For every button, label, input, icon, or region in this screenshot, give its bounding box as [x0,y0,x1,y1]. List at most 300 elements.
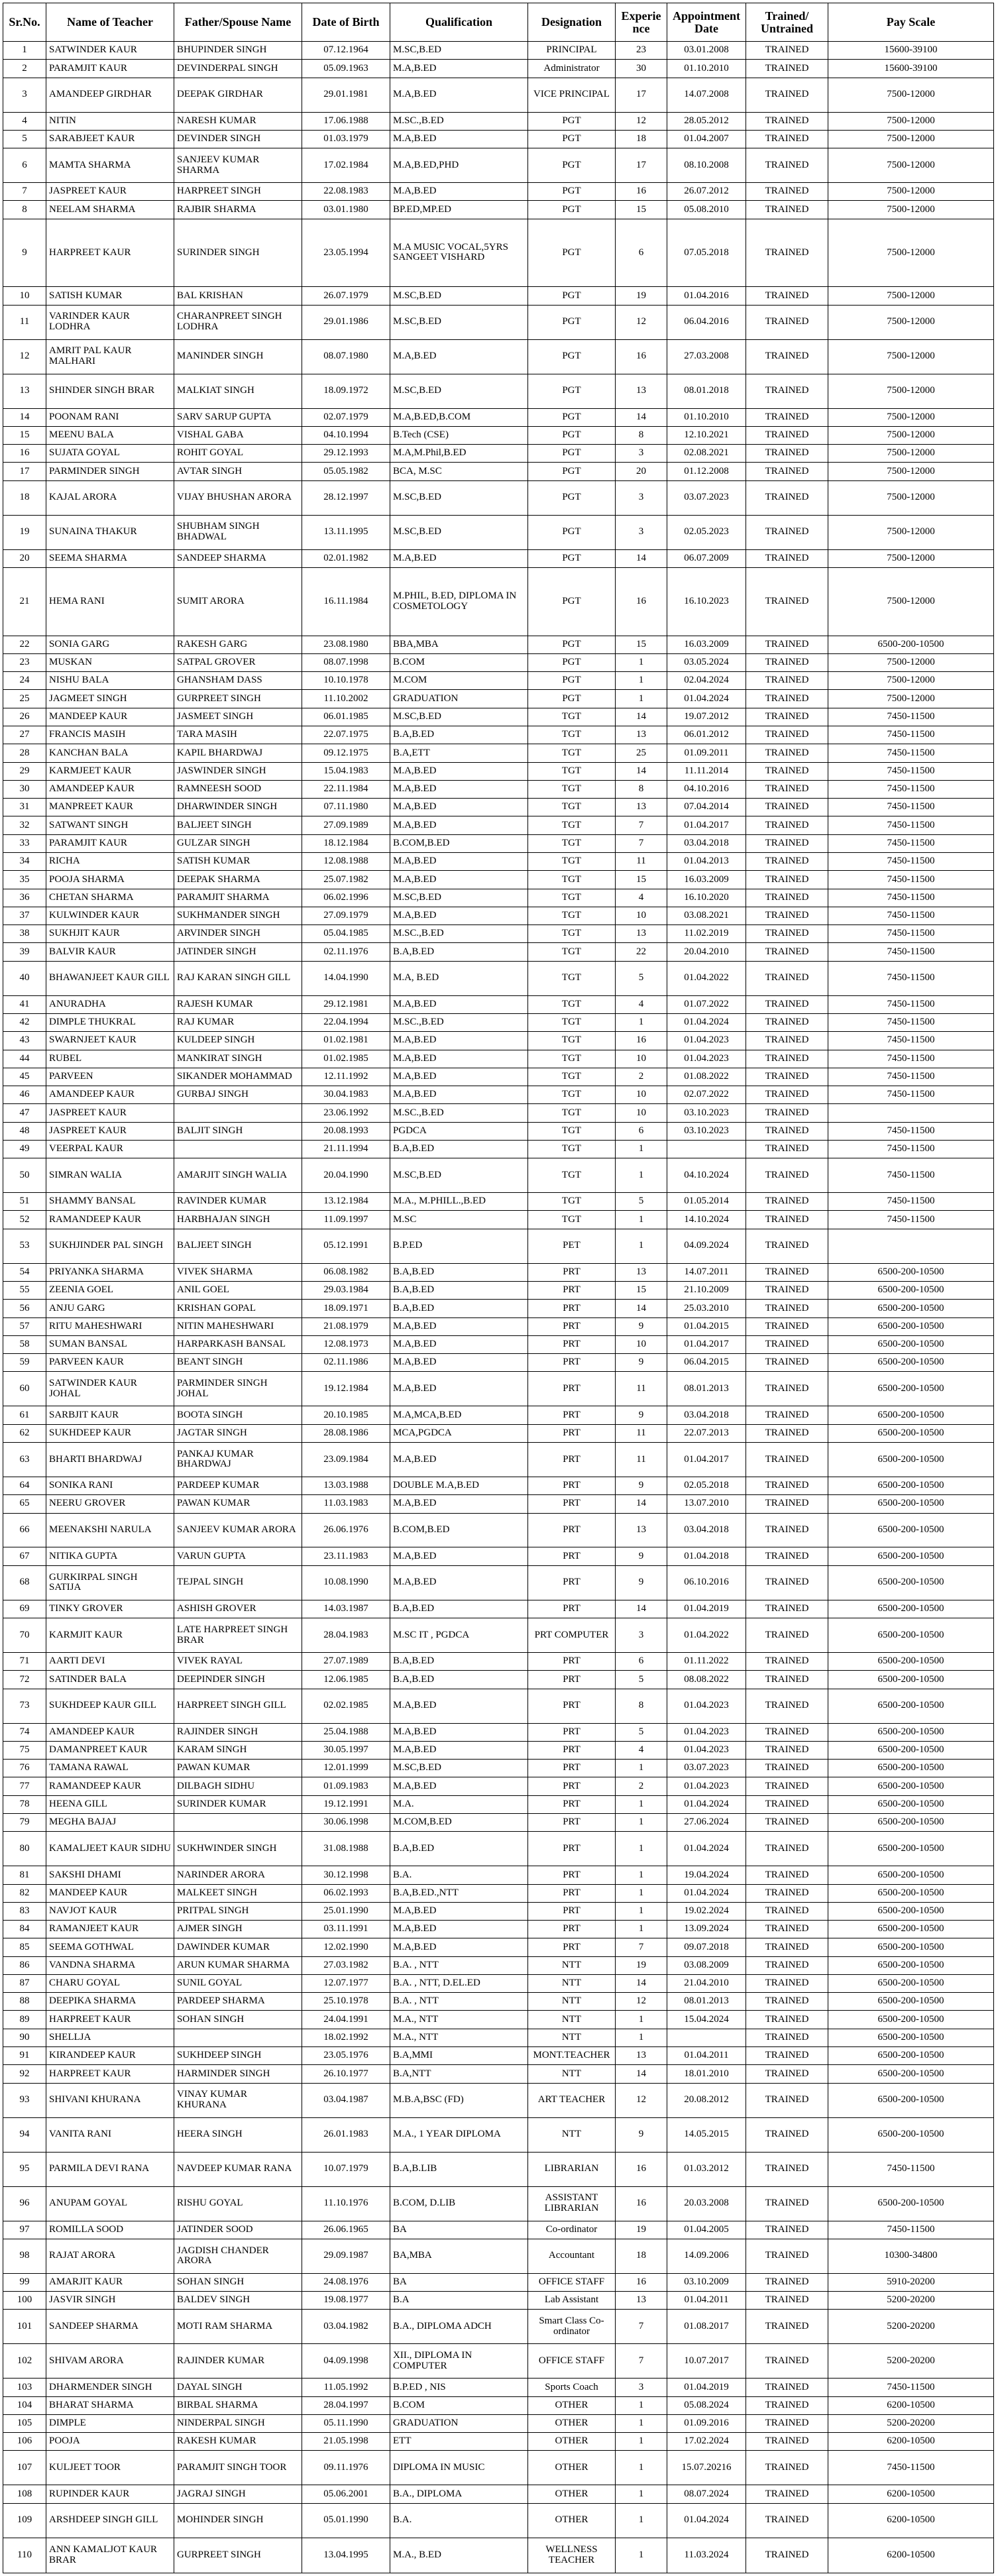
sr-no-cell: 27 [3,726,46,744]
qualification-cell: M.SC IT , PGDCA [390,1618,528,1653]
trained-status-cell: TRAINED [746,130,828,148]
pay-scale-cell: 6500-200-10500 [828,1354,994,1372]
sr-no-cell: 82 [3,1884,46,1902]
pay-scale-cell: 6500-200-10500 [828,1300,994,1317]
teacher-name-cell: VANDNA SHARMA [46,1956,174,1974]
teacher-name-cell: KARMJEET KAUR [46,762,174,780]
teacher-name-cell: MEGHA BAJAJ [46,1813,174,1831]
sr-no-cell: 93 [3,2083,46,2117]
table-row [3,1372,994,1406]
experience-cell: 5 [616,1193,667,1211]
experience-cell: 3 [616,1618,667,1653]
dob-cell: 05.05.1982 [302,463,390,480]
teacher-name-cell: KULJEET TOOR [46,2451,174,2485]
father-spouse-name-cell [174,2029,302,2046]
pay-scale-cell: 7450-11500 [828,1068,994,1086]
table-row [3,762,994,780]
sr-no-cell: 55 [3,1282,46,1300]
appointment-date-cell: 01.04.2016 [667,287,746,305]
qualification-cell: M.A. [390,1795,528,1813]
experience-cell: 1 [616,2503,667,2538]
trained-status-cell: TRAINED [746,1406,828,1424]
teacher-name-cell: SONIA GARG [46,636,174,653]
trained-status-cell: TRAINED [746,42,828,60]
table-row [3,1513,994,1547]
experience-cell: 11 [616,1372,667,1406]
appointment-date-cell: 01.04.2022 [667,961,746,995]
father-spouse-name-cell: ANIL GOEL [174,1282,302,1300]
table-row [3,2117,994,2152]
dob-cell: 26.01.1983 [302,2117,390,2152]
experience-cell: 30 [616,60,667,78]
trained-status-cell: TRAINED [746,2011,828,2029]
dob-cell: 30.04.1983 [302,1086,390,1104]
pay-scale-cell: 7500-12000 [828,219,994,287]
table-row [3,726,994,744]
appointment-date-cell: 20.03.2008 [667,2186,746,2221]
designation-cell: PRT COMPUTER [528,1618,616,1653]
table-row [3,2379,994,2396]
table-row [3,374,994,408]
dob-cell: 21.08.1979 [302,1317,390,1335]
father-spouse-name-cell: SUKHWINDER SINGH [174,1832,302,1866]
teacher-name-cell: JASPREET KAUR [46,1104,174,1122]
qualification-cell: B.A,NTT [390,2065,528,2083]
father-spouse-name-cell: BALJEET SINGH [174,816,302,834]
appointment-date-cell: 11.03.2024 [667,2538,746,2573]
appointment-date-cell: 06.01.2012 [667,726,746,744]
trained-status-cell: TRAINED [746,834,828,852]
table-row [3,907,994,924]
teacher-name-cell: TINKY GROVER [46,1600,174,1618]
designation-cell: TGT [528,799,616,816]
table-row [3,1424,994,1442]
dob-cell: 28.04.1997 [302,2396,390,2414]
col-header-date-of-birth: Date of Birth [302,3,390,42]
teacher-name-cell: ARSHDEEP SINGH GILL [46,2503,174,2538]
designation-cell: PGT [528,408,616,426]
qualification-cell: M.PHIL, B.ED, DIPLOMA IN COSMETOLOGY [390,567,528,636]
qualification-cell: M.A,B.ED [390,816,528,834]
appointment-date-cell: 03.10.2023 [667,1122,746,1140]
table-row [3,305,994,339]
pay-scale-cell: 7500-12000 [828,567,994,636]
trained-status-cell: TRAINED [746,672,828,690]
teacher-name-cell: AMARJIT KAUR [46,2273,174,2291]
father-spouse-name-cell: NARESH KUMAR [174,112,302,130]
qualification-cell: M.A., 1 YEAR DIPLOMA [390,2117,528,2152]
experience-cell: 7 [616,834,667,852]
teacher-name-cell: MEENU BALA [46,426,174,444]
sr-no-cell: 61 [3,1406,46,1424]
appointment-date-cell: 04.09.2024 [667,1229,746,1263]
dob-cell: 23.11.1983 [302,1547,390,1565]
trained-status-cell: TRAINED [746,1424,828,1442]
father-spouse-name-cell: DEEPAK GIRDHAR [174,78,302,112]
teacher-name-cell: SUNAINA THAKUR [46,515,174,549]
sr-no-cell: 85 [3,1938,46,1956]
sr-no-cell: 62 [3,1424,46,1442]
qualification-cell: B.A,B.ED [390,943,528,961]
experience-cell: 1 [616,1013,667,1031]
designation-cell: TGT [528,889,616,907]
sr-no-cell: 67 [3,1547,46,1565]
sr-no-cell: 110 [3,2538,46,2573]
appointment-date-cell: 16.03.2009 [667,871,746,889]
table-row [3,130,994,148]
table-row [3,2344,994,2379]
pay-scale-cell: 6500-200-10500 [828,1600,994,1618]
experience-cell: 14 [616,1495,667,1513]
trained-status-cell: TRAINED [746,1354,828,1372]
table-row [3,1956,994,1974]
pay-scale-cell: 6500-200-10500 [828,1263,994,1281]
trained-status-cell: TRAINED [746,889,828,907]
experience-cell: 4 [616,995,667,1013]
pay-scale-cell: 7450-11500 [828,1032,994,1050]
experience-cell: 7 [616,2310,667,2344]
dob-cell: 13.11.1995 [302,515,390,549]
trained-status-cell: TRAINED [746,1068,828,1086]
trained-status-cell: TRAINED [746,1813,828,1831]
trained-status-cell: TRAINED [746,2379,828,2396]
designation-cell: PRT [528,1477,616,1494]
designation-cell: TGT [528,943,616,961]
appointment-date-cell: 08.01.2013 [667,1372,746,1406]
designation-cell: PGT [528,219,616,287]
qualification-cell: GRADUATION [390,2414,528,2432]
appointment-date-cell: 01.07.2022 [667,995,746,1013]
qualification-cell: B.A,B.ED [390,1600,528,1618]
teacher-name-cell: SUJATA GOYAL [46,445,174,463]
qualification-cell: ETT [390,2433,528,2451]
teacher-name-cell: HARPREET KAUR [46,219,174,287]
experience-cell: 14 [616,708,667,726]
dob-cell: 17.02.1984 [302,148,390,183]
father-spouse-name-cell: MOTI RAM SHARMA [174,2310,302,2344]
father-spouse-name-cell: SOHAN SINGH [174,2273,302,2291]
appointment-date-cell: 14.05.2015 [667,2117,746,2152]
experience-cell: 11 [616,1424,667,1442]
teacher-name-cell: NEELAM SHARMA [46,201,174,219]
experience-cell: 11 [616,1442,667,1477]
qualification-cell: M.A,B.ED [390,1372,528,1406]
sr-no-cell: 59 [3,1354,46,1372]
trained-status-cell: TRAINED [746,112,828,130]
appointment-date-cell: 01.04.2007 [667,130,746,148]
experience-cell: 13 [616,925,667,943]
qualification-cell: M.A,B.ED [390,60,528,78]
designation-cell: TGT [528,1122,616,1140]
qualification-cell: B.A,B.ED [390,1140,528,1158]
pay-scale-cell: 6500-200-10500 [828,1813,994,1831]
teacher-name-cell: PARAMJIT KAUR [46,60,174,78]
dob-cell: 26.06.1976 [302,1513,390,1547]
trained-status-cell: TRAINED [746,1495,828,1513]
experience-cell: 19 [616,287,667,305]
experience-cell: 7 [616,816,667,834]
trained-status-cell: TRAINED [746,2117,828,2152]
qualification-cell: M.SC,B.ED [390,708,528,726]
table-row [3,871,994,889]
dob-cell: 12.02.1990 [302,1938,390,1956]
designation-cell: NTT [528,1974,616,1992]
dob-cell: 23.08.1980 [302,636,390,653]
dob-cell: 20.04.1990 [302,1158,390,1193]
qualification-cell: B.COM [390,2396,528,2414]
experience-cell: 13 [616,2292,667,2310]
teacher-name-cell: SATWINDER KAUR JOHAL [46,1372,174,1406]
sr-no-cell: 90 [3,2029,46,2046]
designation-cell: OTHER [528,2396,616,2414]
appointment-date-cell: 13.07.2010 [667,1495,746,1513]
designation-cell: PRT [528,1442,616,1477]
designation-cell: OFFICE STAFF [528,2344,616,2379]
pay-scale-cell: 7500-12000 [828,549,994,567]
designation-cell: Lab Assistant [528,2292,616,2310]
father-spouse-name-cell: BIRBAL SHARMA [174,2396,302,2414]
father-spouse-name-cell: MANINDER SINGH [174,339,302,374]
sr-no-cell: 13 [3,374,46,408]
sr-no-cell: 105 [3,2414,46,2432]
sr-no-cell: 18 [3,480,46,515]
appointment-date-cell: 01.04.2023 [667,1741,746,1759]
qualification-cell: M.A,B.ED [390,799,528,816]
appointment-date-cell: 01.04.2024 [667,1884,746,1902]
table-row [3,445,994,463]
table-row [3,201,994,219]
qualification-cell: M.SC,B.ED [390,1760,528,1777]
teacher-name-cell: SANDEEP SHARMA [46,2310,174,2344]
dob-cell: 10.07.1979 [302,2152,390,2186]
qualification-cell: B.Tech (CSE) [390,426,528,444]
father-spouse-name-cell: SHUBHAM SINGH BHADWAL [174,515,302,549]
trained-status-cell: TRAINED [746,1050,828,1068]
father-spouse-name-cell: KRISHAN GOPAL [174,1300,302,1317]
designation-cell: TGT [528,1050,616,1068]
teacher-name-cell: AMANDEEP KAUR [46,780,174,798]
dob-cell: 12.08.1973 [302,1335,390,1353]
teacher-name-cell: KIRANDEEP KAUR [46,2047,174,2065]
trained-status-cell: TRAINED [746,445,828,463]
col-header-appointment-date: Appointment Date [667,3,746,42]
designation-cell: MONT.TEACHER [528,2047,616,2065]
dob-cell: 11.09.1997 [302,1211,390,1229]
dob-cell: 22.07.1975 [302,726,390,744]
teacher-name-cell: SATWINDER KAUR [46,42,174,60]
trained-status-cell: TRAINED [746,2310,828,2344]
pay-scale-cell: 7450-11500 [828,1158,994,1193]
pay-scale-cell: 15600-39100 [828,42,994,60]
qualification-cell: M.A,B.ED [390,1565,528,1600]
appointment-date-cell: 01.10.2010 [667,60,746,78]
qualification-cell: B.A,B.ED [390,1832,528,1866]
experience-cell: 10 [616,1086,667,1104]
dob-cell: 05.01.1990 [302,2503,390,2538]
trained-status-cell: TRAINED [746,2221,828,2239]
father-spouse-name-cell: GHANSHAM DASS [174,672,302,690]
pay-scale-cell: 7450-11500 [828,726,994,744]
trained-status-cell: TRAINED [746,1671,828,1689]
sr-no-cell: 44 [3,1050,46,1068]
designation-cell: PRT [528,1813,616,1831]
pay-scale-cell: 6500-200-10500 [828,1760,994,1777]
table-row [3,78,994,112]
teacher-name-cell: NISHU BALA [46,672,174,690]
trained-status-cell: TRAINED [746,2029,828,2046]
qualification-cell: B.A,B.ED [390,1282,528,1300]
experience-cell: 2 [616,1777,667,1795]
sr-no-cell: 21 [3,567,46,636]
experience-cell: 14 [616,1974,667,1992]
dob-cell: 18.02.1992 [302,2029,390,2046]
table-row [3,1032,994,1050]
father-spouse-name-cell: BALJIT SINGH [174,1122,302,1140]
experience-cell: 1 [616,672,667,690]
pay-scale-cell: 7500-12000 [828,148,994,183]
experience-cell: 16 [616,339,667,374]
table-row [3,2273,994,2291]
sr-no-cell: 7 [3,183,46,201]
trained-status-cell: TRAINED [746,799,828,816]
sr-no-cell: 64 [3,1477,46,1494]
appointment-date-cell: 03.08.2009 [667,1956,746,1974]
designation-cell: PGT [528,463,616,480]
sr-no-cell: 38 [3,925,46,943]
table-row [3,2239,994,2273]
experience-cell: 8 [616,426,667,444]
experience-cell: 1 [616,2011,667,2029]
father-spouse-name-cell: VINAY KUMAR KHURANA [174,2083,302,2117]
sr-no-cell: 106 [3,2433,46,2451]
designation-cell: PRT [528,1671,616,1689]
trained-status-cell: TRAINED [746,1723,828,1741]
teacher-name-cell: SARBJIT KAUR [46,1406,174,1424]
pay-scale-cell: 6200-10500 [828,2485,994,2503]
qualification-cell: M.A,B.ED [390,130,528,148]
table-row [3,708,994,726]
sr-no-cell: 35 [3,871,46,889]
appointment-date-cell: 01.04.2011 [667,2292,746,2310]
designation-cell: OTHER [528,2485,616,2503]
trained-status-cell: TRAINED [746,60,828,78]
experience-cell: 11 [616,852,667,870]
trained-status-cell: TRAINED [746,925,828,943]
pay-scale-cell: 7500-12000 [828,463,994,480]
pay-scale-cell: 6500-200-10500 [828,1565,994,1600]
teacher-name-cell: JASVIR SINGH [46,2292,174,2310]
dob-cell: 22.11.1984 [302,780,390,798]
pay-scale-cell: 7450-11500 [828,907,994,924]
appointment-date-cell: 01.04.2023 [667,1689,746,1723]
father-spouse-name-cell: VIVEK RAYAL [174,1653,302,1671]
table-row [3,2011,994,2029]
trained-status-cell: TRAINED [746,1158,828,1193]
designation-cell: PRT [528,1424,616,1442]
qualification-cell: M.SC,B.ED [390,515,528,549]
appointment-date-cell [667,2029,746,2046]
pay-scale-cell: 6500-200-10500 [828,2117,994,2152]
qualification-cell: DOUBLE M.A,B.ED [390,1477,528,1494]
trained-status-cell: TRAINED [746,816,828,834]
dob-cell: 25.04.1988 [302,1723,390,1741]
dob-cell: 28.08.1986 [302,1424,390,1442]
trained-status-cell: TRAINED [746,726,828,744]
appointment-date-cell: 20.08.2012 [667,2083,746,2117]
sr-no-cell: 2 [3,60,46,78]
appointment-date-cell: 12.10.2021 [667,426,746,444]
designation-cell: WELLNESS TEACHER [528,2538,616,2573]
designation-cell: TGT [528,1032,616,1050]
father-spouse-name-cell: SANJEEV KUMAR ARORA [174,1513,302,1547]
dob-cell: 21.11.1994 [302,1140,390,1158]
experience-cell: 9 [616,1317,667,1335]
sr-no-cell: 86 [3,1956,46,1974]
qualification-cell: B.A. [390,2503,528,2538]
trained-status-cell: TRAINED [746,2414,828,2432]
experience-cell: 6 [616,1122,667,1140]
table-row [3,2538,994,2573]
teacher-name-cell: RUBEL [46,1050,174,1068]
father-spouse-name-cell [174,1813,302,1831]
designation-cell: OTHER [528,2414,616,2432]
teacher-name-cell: HARPREET KAUR [46,2065,174,2083]
teacher-name-cell: ANURADHA [46,995,174,1013]
teacher-name-cell: AMANDEEP GIRDHAR [46,78,174,112]
teacher-name-cell: SUMAN BANSAL [46,1335,174,1353]
teacher-name-cell: NAVJOT KAUR [46,1902,174,1920]
father-spouse-name-cell [174,1104,302,1122]
pay-scale-cell: 6500-200-10500 [828,1956,994,1974]
pay-scale-cell: 6500-200-10500 [828,2065,994,2083]
dob-cell: 31.08.1988 [302,1832,390,1866]
appointment-date-cell: 28.05.2012 [667,112,746,130]
table-row [3,1495,994,1513]
qualification-cell: M.A,B.ED,PHD [390,148,528,183]
sr-no-cell: 70 [3,1618,46,1653]
appointment-date-cell: 04.10.2016 [667,780,746,798]
teacher-name-cell: SHAMMY BANSAL [46,1193,174,1211]
teacher-name-cell: AMANDEEP KAUR [46,1086,174,1104]
father-spouse-name-cell: HARMINDER SINGH [174,2065,302,2083]
trained-status-cell: TRAINED [746,339,828,374]
dob-cell: 27.03.1982 [302,1956,390,1974]
appointment-date-cell: 14.09.2006 [667,2239,746,2273]
trained-status-cell: TRAINED [746,1477,828,1494]
table-row [3,780,994,798]
designation-cell: PGT [528,112,616,130]
trained-status-cell: TRAINED [746,2344,828,2379]
designation-cell: PRT [528,1902,616,1920]
pay-scale-cell: 7450-11500 [828,1193,994,1211]
designation-cell: PRT [528,1565,616,1600]
pay-scale-cell: 6500-200-10500 [828,1938,994,1956]
sr-no-cell: 56 [3,1300,46,1317]
appointment-date-cell: 08.10.2008 [667,148,746,183]
designation-cell: PGT [528,339,616,374]
sr-no-cell: 4 [3,112,46,130]
qualification-cell: M.A,B.ED [390,1741,528,1759]
dob-cell: 04.10.1994 [302,426,390,444]
table-row [3,1618,994,1653]
dob-cell: 23.09.1984 [302,1442,390,1477]
appointment-date-cell: 01.04.2024 [667,1832,746,1866]
experience-cell: 14 [616,1600,667,1618]
father-spouse-name-cell: HEERA SINGH [174,2117,302,2152]
pay-scale-cell: 7450-11500 [828,995,994,1013]
table-row [3,2047,994,2065]
designation-cell: VICE PRINCIPAL [528,78,616,112]
